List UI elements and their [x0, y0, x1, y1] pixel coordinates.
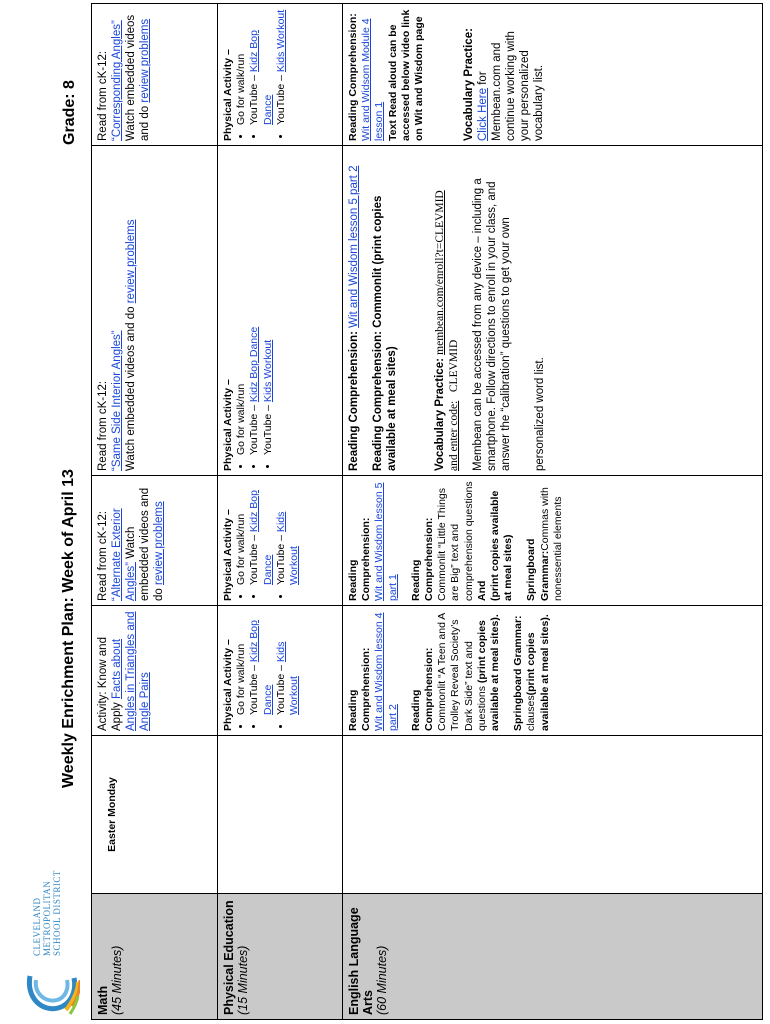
math-wednesday-cell — [92, 476, 218, 606]
pe-wednesday-cell — [218, 476, 343, 606]
ela-tuesday-cell — [343, 606, 763, 736]
math-thursday-cell — [92, 146, 218, 476]
youtube-label: YouTube – — [274, 72, 287, 125]
membean-instructions-2: personalized word list. — [534, 357, 546, 471]
rc-heading: Reading Comprehension: — [372, 327, 384, 471]
springboard-text: Commas with nonessential elements — [538, 487, 564, 601]
youtube-item — [248, 150, 261, 455]
review-problems-link[interactable]: review problems — [139, 18, 151, 103]
enrichment-table — [91, 3, 763, 1020]
youtube-item — [275, 8, 288, 125]
page-header — [0, 0, 95, 1024]
walk-item: • Go for walk/run — [235, 480, 248, 585]
commonlit-text: Commonlit “A Teen and A Trolley Reveal Society’s Dark Side” text and questions — [436, 613, 488, 731]
ela-monday-cell — [343, 736, 763, 894]
vocab-heading: Vocabulary Practice: — [463, 28, 476, 141]
wit-wisdom-m4l1-link[interactable]: Wit and Widsom Module 4 lesson 1 — [360, 18, 386, 141]
pe-heading: Physical Activity – — [222, 49, 234, 141]
youtube-label: YouTube – — [248, 532, 261, 585]
springboard-heading: Springboard Grammar: — [525, 538, 551, 601]
math-thu-text: Read from cK-12: — [97, 380, 109, 471]
math-subject-cell — [92, 894, 218, 1020]
pe-row — [218, 4, 343, 1020]
enter-code-label: and enter code: — [448, 400, 460, 471]
subject-name: Math — [96, 985, 110, 1015]
wit-wisdom-l5p1-link[interactable]: Wit and Wisdom lesson 5 part 1 — [373, 482, 399, 601]
district-logo — [22, 866, 84, 1016]
pe-heading: Physical Activity – — [222, 379, 234, 471]
rc-heading: Reading Comprehension: — [347, 647, 373, 731]
alternate-exterior-angles-link[interactable]: “Alternate Exterior Angles” — [111, 508, 137, 601]
rc-heading: Reading Comprehension: — [409, 647, 436, 731]
subject-duration: (15 Minutes) — [236, 945, 250, 1015]
corresponding-angles-link[interactable]: “Corresponding Angles” — [111, 20, 123, 141]
youtube-item — [262, 150, 275, 455]
review-problems-link[interactable]: review problems — [125, 219, 137, 304]
rc-heading: Reading Comprehension: — [347, 13, 359, 141]
read-aloud-note: Text Read aloud can be accessed below video link on Wit and Wisdom page — [386, 9, 426, 141]
cmsd-logo-icon — [22, 960, 80, 1016]
same-side-interior-angles-link[interactable]: “Same Side Interior Angles” — [111, 330, 123, 471]
and-label: And — [475, 580, 488, 601]
pe-heading: Physical Activity – — [222, 509, 234, 601]
pe-monday-cell — [218, 736, 343, 894]
kids-workout-link[interactable]: Kids Workout — [274, 511, 301, 585]
vocab-heading: Vocabulary Practice: — [434, 358, 446, 471]
youtube-item — [248, 610, 274, 715]
rc-heading: Reading Comprehension: — [348, 327, 360, 471]
pe-friday-cell — [218, 4, 343, 146]
subject-duration: (60 Minutes) — [375, 945, 389, 1015]
subject-duration: (45 Minutes) — [110, 945, 124, 1015]
youtube-label: YouTube – — [248, 72, 261, 125]
ela-friday-cell — [343, 4, 763, 146]
kidz-bop-link[interactable]: Kidz Bop Dance — [248, 30, 274, 125]
kids-workout-link[interactable]: Kids Workout — [261, 339, 274, 403]
math-wed-suffix: Watch embedded videos and do — [125, 487, 165, 601]
math-row — [92, 4, 218, 1020]
youtube-label: YouTube – — [261, 402, 274, 455]
youtube-item — [275, 480, 301, 585]
print-copies-note: (print copies available at meal sites). — [525, 614, 551, 731]
kidz-bop-link[interactable]: Kidz Bop Dance — [248, 490, 274, 585]
walk-item: • Go for walk/run — [235, 150, 248, 455]
math-thu-suffix: Watch embedded videos and do — [125, 303, 137, 471]
math-fri-suffix: Watch embedded videos and do — [125, 14, 151, 141]
pe-subject-cell — [218, 894, 343, 1020]
commonlit-text: Commonlit “Little Things are Big” text and comprehension questions — [436, 481, 475, 601]
walk-item: • Go for walk/run — [235, 610, 248, 715]
grade-label: Grade: 8 — [61, 80, 78, 145]
youtube-item — [248, 8, 274, 125]
membean-instructions: Membean can be accessed from any device – including a smartphone. Follow directions to enroll in your class, and answer the “calibration” questions to get your own — [472, 178, 512, 471]
youtube-label: YouTube – — [274, 532, 287, 585]
pe-heading: Physical Activity – — [222, 639, 234, 731]
easter-monday-cell — [92, 736, 218, 894]
kids-workout-link[interactable]: Kids Workout — [274, 641, 301, 715]
ela-row — [343, 4, 763, 1020]
review-problems-link[interactable]: review problems — [153, 501, 165, 585]
math-friday-cell — [92, 4, 218, 146]
pe-tuesday-cell — [218, 606, 343, 736]
page-title: Weekly Enrichment Plan: Week of April 13 — [60, 469, 77, 788]
kids-workout-link[interactable]: Kids Workout — [274, 9, 287, 73]
monday-label: Easter Monday — [106, 777, 118, 852]
wit-wisdom-l5p2-link[interactable]: Wit and Wisdom lesson 5 part 2 — [348, 165, 360, 328]
walk-item: • Go for walk/run — [235, 8, 248, 125]
math-fri-text: Read from cK-12: — [97, 50, 109, 141]
youtube-label: YouTube – — [248, 402, 261, 455]
logo-line-1: CLEVELAND — [32, 897, 42, 956]
ela-wednesday-cell — [343, 476, 763, 606]
youtube-label: YouTube – — [248, 662, 261, 715]
springboard-text: clauses — [525, 695, 538, 731]
math-tuesday-cell — [92, 606, 218, 736]
commonlit-text: Commonlit (print copies available at meal sites) — [372, 195, 398, 471]
kidz-bop-link[interactable]: Kidz Bop Dance — [248, 620, 274, 715]
youtube-item — [275, 610, 301, 715]
ela-thursday-cell — [343, 146, 763, 476]
wit-wisdom-l4p2-link[interactable]: Wit and Wisdom lesson 4 part 2 — [373, 612, 399, 731]
print-copies-note: (print copies available at meal sites) — [489, 490, 515, 601]
ela-subject-cell — [343, 894, 763, 1020]
springboard-heading: Springboard Grammar: — [512, 615, 525, 731]
kidz-bop-link[interactable]: Kidz Bop Dance — [248, 326, 261, 403]
math-wed-text: Read from cK-12: — [97, 510, 109, 601]
youtube-label: YouTube – — [274, 662, 287, 715]
pe-thursday-cell — [218, 146, 343, 476]
logo-line-2: METROPOLITAN — [42, 880, 52, 956]
rc-heading: Reading Comprehension: — [409, 517, 436, 601]
membean-enroll-link[interactable]: membean.com/enroll?t=CLEVMID — [434, 190, 446, 355]
vocab-text: for Membean.com and continue working with your personalized vocabulary list. — [477, 31, 546, 141]
rc-heading: Reading Comprehension: — [347, 517, 373, 601]
math-tue-text: Activity: Know and Apply — [97, 637, 123, 731]
click-here-link[interactable]: Click Here — [477, 87, 490, 141]
logo-line-3: SCHOOL DISTRICT — [52, 870, 62, 956]
angles-facts-link[interactable]: Facts about Angles in Triangles and Angle Pairs — [111, 611, 151, 731]
subject-name: English Language Arts — [347, 907, 375, 1015]
youtube-item — [248, 480, 274, 585]
class-code: CLEVMID — [448, 339, 460, 393]
subject-name: Physical Education — [222, 900, 236, 1015]
print-copies-note: (print copies available at meal sites). — [475, 614, 502, 731]
